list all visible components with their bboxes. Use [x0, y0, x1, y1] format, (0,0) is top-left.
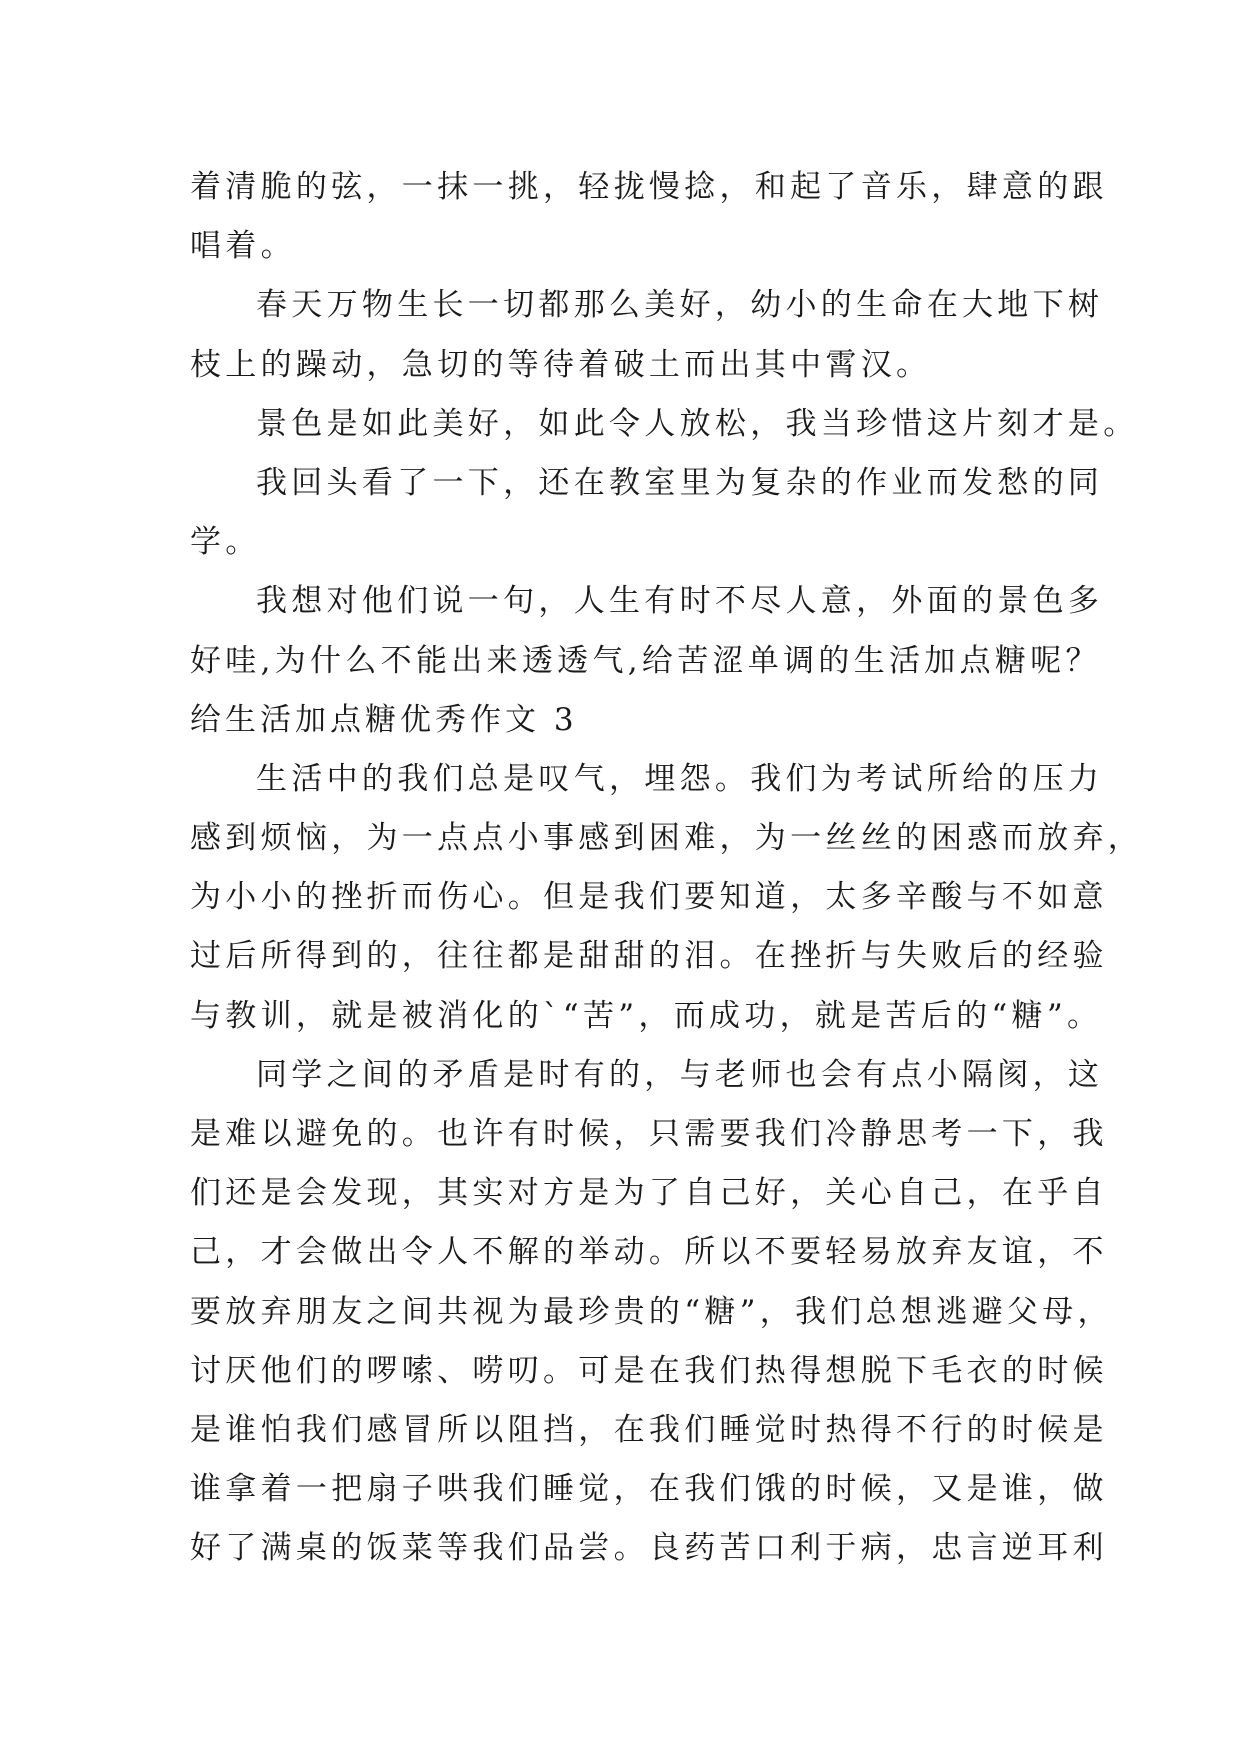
text-line: 景色是如此美好，如此令人放松，我当珍惜这片刻才是。 — [256, 405, 1139, 442]
text-line: 为小小的挫折而伤心。但是我们要知道，太多辛酸与不如意 — [190, 879, 1108, 916]
text-line: 我回头看了一下，还在教室里为复杂的作业而发愁的同 — [256, 464, 1104, 501]
text-line: 是谁怕我们感冒所以阻挡，在我们睡觉时热得不行的时候是 — [190, 1411, 1108, 1448]
text-line: 好了满桌的饭菜等我们品尝。良药苦口利于病，忠言逆耳利 — [190, 1530, 1108, 1567]
text-line: 与教训，就是被消化的`“苦”，而成功，就是苦后的“糖”。 — [190, 997, 1103, 1034]
text-line: 着清脆的弦，一抹一挑，轻拢慢捻，和起了音乐，肆意的跟 — [190, 169, 1108, 205]
text-line: 好哇,为什么不能出来透透气,给苦涩单调的生活加点糖呢？ — [190, 642, 1101, 679]
text-line: 春天万物生长一切都那么美好，幼小的生命在大地下树 — [256, 287, 1104, 324]
text-line: 同学之间的矛盾是时有的，与老师也会有点小隔阂，这 — [256, 1056, 1104, 1093]
text-line: 是难以避免的。也许有时候，只需要我们冷静思考一下，我 — [190, 1116, 1108, 1152]
text-line: 要放弃朋友之间共视为最珍贵的“糖”，我们总想逃避父母， — [190, 1293, 1113, 1330]
text-line: 我想对他们说一句，人生有时不尽人意，外面的景色多 — [256, 583, 1104, 620]
text-line: 枝上的躁动，急切的等待着破土而出其中霄汉。 — [190, 346, 932, 383]
text-line: 感到烦恼，为一点点小事感到困难，为一丝丝的困惑而放弃， — [190, 820, 1144, 857]
text-line: 己，才会做出令人不解的举动。所以不要轻易放弃友谊，不 — [190, 1234, 1108, 1271]
text-line: 们还是会发现，其实对方是为了自己好，关心自己，在乎自 — [190, 1175, 1108, 1212]
text-line: 学。 — [190, 524, 261, 561]
essay-body — [190, 158, 1144, 1579]
section-heading: 给生活加点糖优秀作文 3 — [190, 701, 578, 738]
text-line: 讨厌他们的啰嗦、唠叨。可是在我们热得想脱下毛衣的时候 — [190, 1352, 1108, 1389]
text-line: 谁拿着一把扇子哄我们睡觉，在我们饿的时候，又是谁，做 — [190, 1471, 1108, 1508]
text-line: 生活中的我们总是叹气，埋怨。我们为考试所给的压力 — [256, 760, 1104, 797]
text-line: 过后所得到的，往往都是甜甜的泪。在挫折与失败后的经验 — [190, 938, 1108, 975]
text-line: 唱着。 — [190, 228, 296, 265]
